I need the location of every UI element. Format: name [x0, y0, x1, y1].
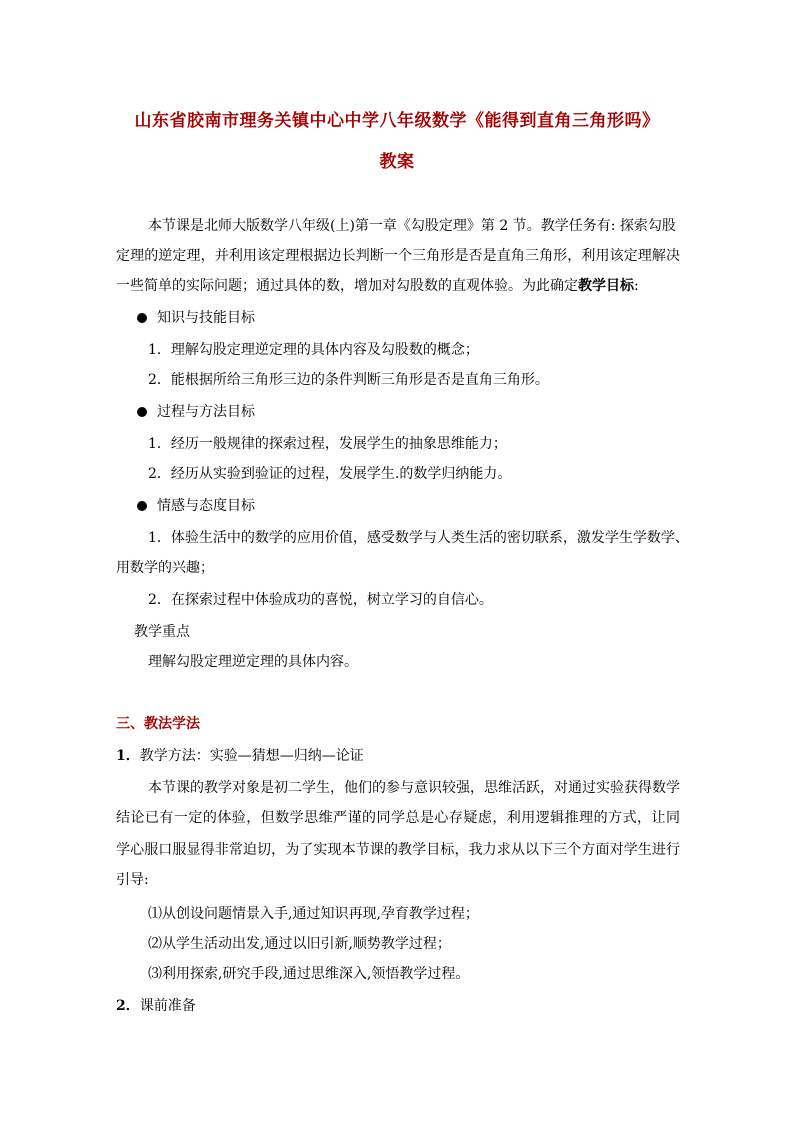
document-title-line1: 山东省胶南市理务关镇中心中学八年级数学《能得到直角三角形吗》 — [134, 111, 660, 131]
method-point-1: ⑴从创设问题情景入手,通过知识再现,孕育教学过程； — [148, 906, 479, 922]
method-point-3: ⑶利用探索,研究手段,通过思维深入,领悟教学过程。 — [148, 966, 470, 982]
method-point-2: ⑵从学生活动出发,通过以旧引新,顺势教学过程； — [148, 936, 451, 952]
goal-process-item-1: 1．经历一般规律的探索过程，发展学生的抽象思维能力； — [148, 436, 507, 452]
goal-knowledge-heading: 知识与技能目标 — [137, 308, 255, 328]
bullet-icon — [137, 313, 147, 323]
key-point-text: 理解勾股定理逆定理的具体内容。 — [148, 654, 358, 670]
intro-line-3 — [116, 276, 639, 296]
method-heading-number: 1． — [116, 748, 140, 764]
bullet-icon — [137, 407, 147, 417]
bullet-icon — [137, 501, 147, 511]
prep-heading-text: 课前准备 — [139, 998, 196, 1014]
method-heading-text: 教学方法：实验—猜想—归纳—论证 — [139, 748, 364, 764]
goal-attitude-item-1-line2: 用数学的兴趣； — [116, 560, 214, 576]
method-para-line-1: 本节课的教学对象是初二学生，他们的参与意识较强，思维活跃，对通过实验获得数学 — [148, 780, 680, 796]
method-para-line-3: 学心服口服显得非常迫切，为了实现本节课的教学目标，我力求从以下三个方面对学生进行 — [116, 842, 680, 858]
goal-knowledge-item-2: 2．能根据所给三角形三边的条件判断三角形是否是直角三角形。 — [148, 372, 549, 388]
prep-heading-number: 2． — [116, 998, 140, 1014]
goal-attitude-heading: 情感与态度目标 — [137, 496, 255, 516]
method-para-line-2: 结论已有一定的体验，但数学思维严谨的同学总是心存疑虑，利用逻辑推理的方式，让同 — [116, 810, 680, 826]
intro-line-3-prefix: 一些简单的实际问题；通过具体的数，增加对勾股数的直观体验。为此确定 — [116, 278, 578, 294]
goal-process-item-2: 2．经历从实验到验证的过程，发展学生.的数学归纳能力。 — [148, 466, 512, 482]
document-title-line2: 教案 — [379, 152, 415, 172]
method-para-line-4: 引导: — [116, 872, 149, 888]
section-3-title: 三、教法学法 — [116, 716, 200, 732]
goal-process-heading: 过程与方法目标 — [137, 402, 255, 422]
goal-attitude-item-2: 2．在探索过程中体验成功的喜悦，树立学习的自信心。 — [148, 592, 493, 608]
method-heading — [116, 746, 364, 766]
goal-attitude-item-1-line1: 1．体验生活中的数学的应用价值，感受数学与人类生活的密切联系，激发学生学数学、 — [148, 530, 689, 546]
intro-line-2: 定理的逆定理，并利用该定理根据边长判断一个三角形是否是直角三角形，利用该定理解决 — [116, 248, 680, 264]
goal-knowledge-item-1: 1．理解勾股定理逆定理的具体内容及勾股数的概念； — [148, 342, 479, 358]
prep-heading — [116, 996, 196, 1016]
key-point-label: 教学重点 — [134, 624, 190, 640]
intro-line-1: 本节课是北师大版数学八年级(上)第一章《勾股定理》第 2 节。教学任务有: 探索勾股 — [148, 218, 676, 234]
teaching-goals-label: 教学目标 — [578, 278, 634, 294]
intro-line-3-suffix: : — [634, 278, 639, 294]
